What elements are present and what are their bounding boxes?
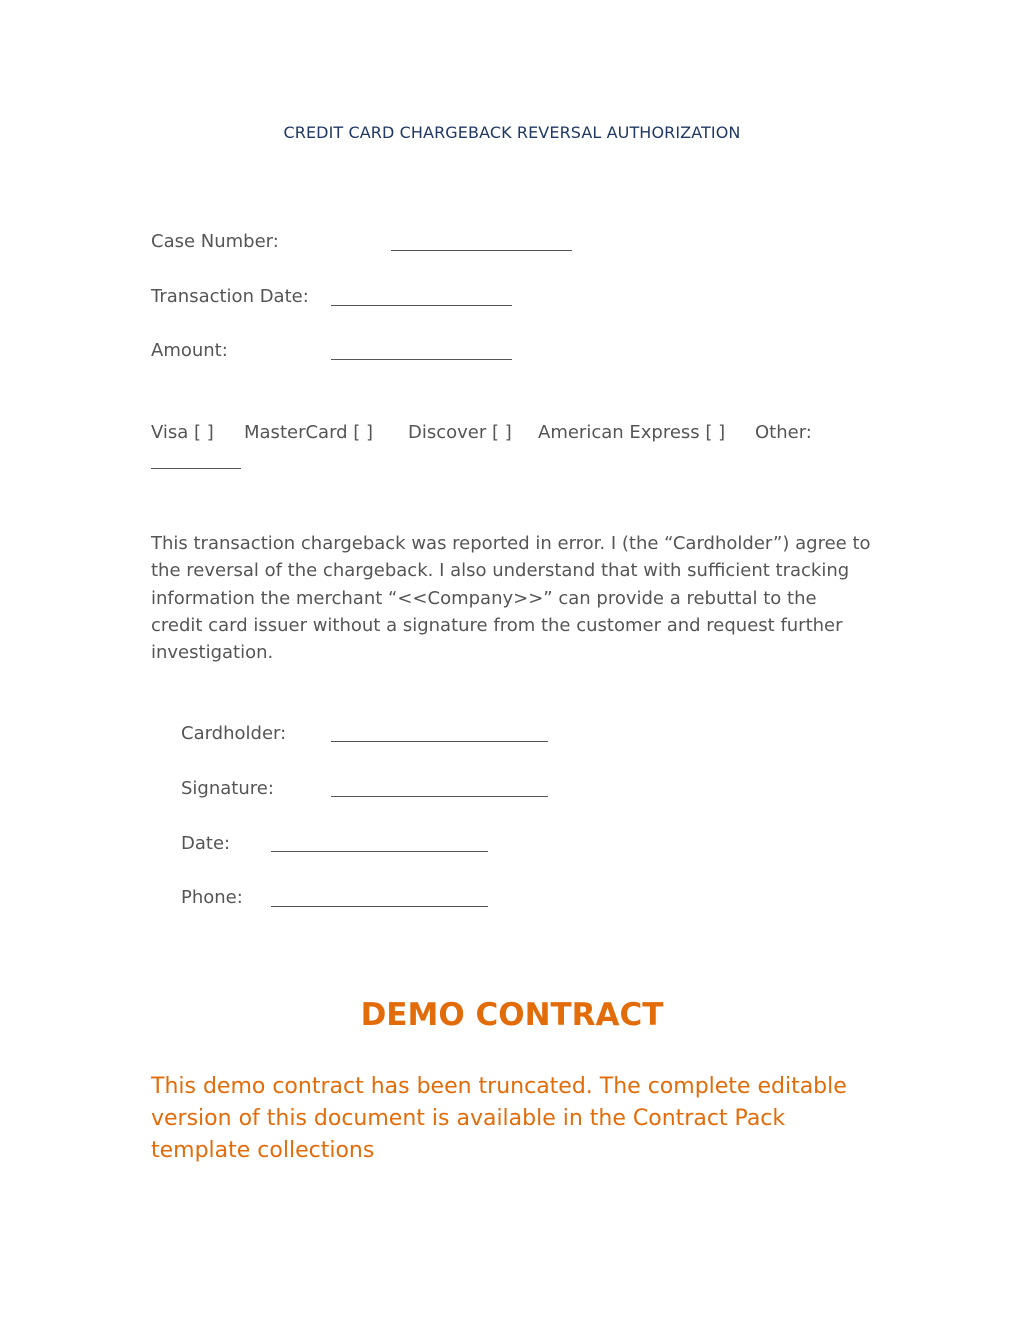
case-number-field[interactable] [391,250,572,251]
other-label: Other: [755,422,812,443]
mastercard-checkbox[interactable]: MasterCard [ ] [244,422,374,443]
case-number-label: Case Number: [151,231,279,252]
phone-field[interactable] [271,906,488,907]
discover-checkbox[interactable]: Discover [ ] [408,422,512,443]
visa-checkbox[interactable]: Visa [ ] [151,422,214,443]
amount-field[interactable] [331,359,512,360]
date-label: Date: [181,833,231,854]
signature-field[interactable] [331,796,548,797]
date-field[interactable] [271,851,488,852]
cardholder-field[interactable] [331,741,548,742]
cardholder-label: Cardholder: [181,723,287,744]
demo-contract-heading: DEMO CONTRACT [360,997,664,1033]
phone-label: Phone: [181,887,243,908]
demo-contract-notice: This demo contract has been truncated. The complete editable version of this document is available in the Contract Pack template collections [151,1074,847,1163]
document-title: CREDIT CARD CHARGEBACK REVERSAL AUTHORIZATION [283,123,741,142]
amount-label: Amount: [151,340,228,361]
signature-label: Signature: [181,778,274,799]
transaction-date-label: Transaction Date: [151,286,309,307]
transaction-date-field[interactable] [331,305,512,306]
other-field[interactable] [151,468,241,469]
amex-checkbox[interactable]: American Express [ ] [538,422,726,443]
authorization-paragraph: This transaction chargeback was reported in error. I (the “Cardholder”) agree to the reversal of the chargeback. I also understand that with sufficient tracking information the merchant “<<Company>>” can provide a rebuttal to the credit card issuer without a signature from the customer and request further investigation. [151,533,871,664]
